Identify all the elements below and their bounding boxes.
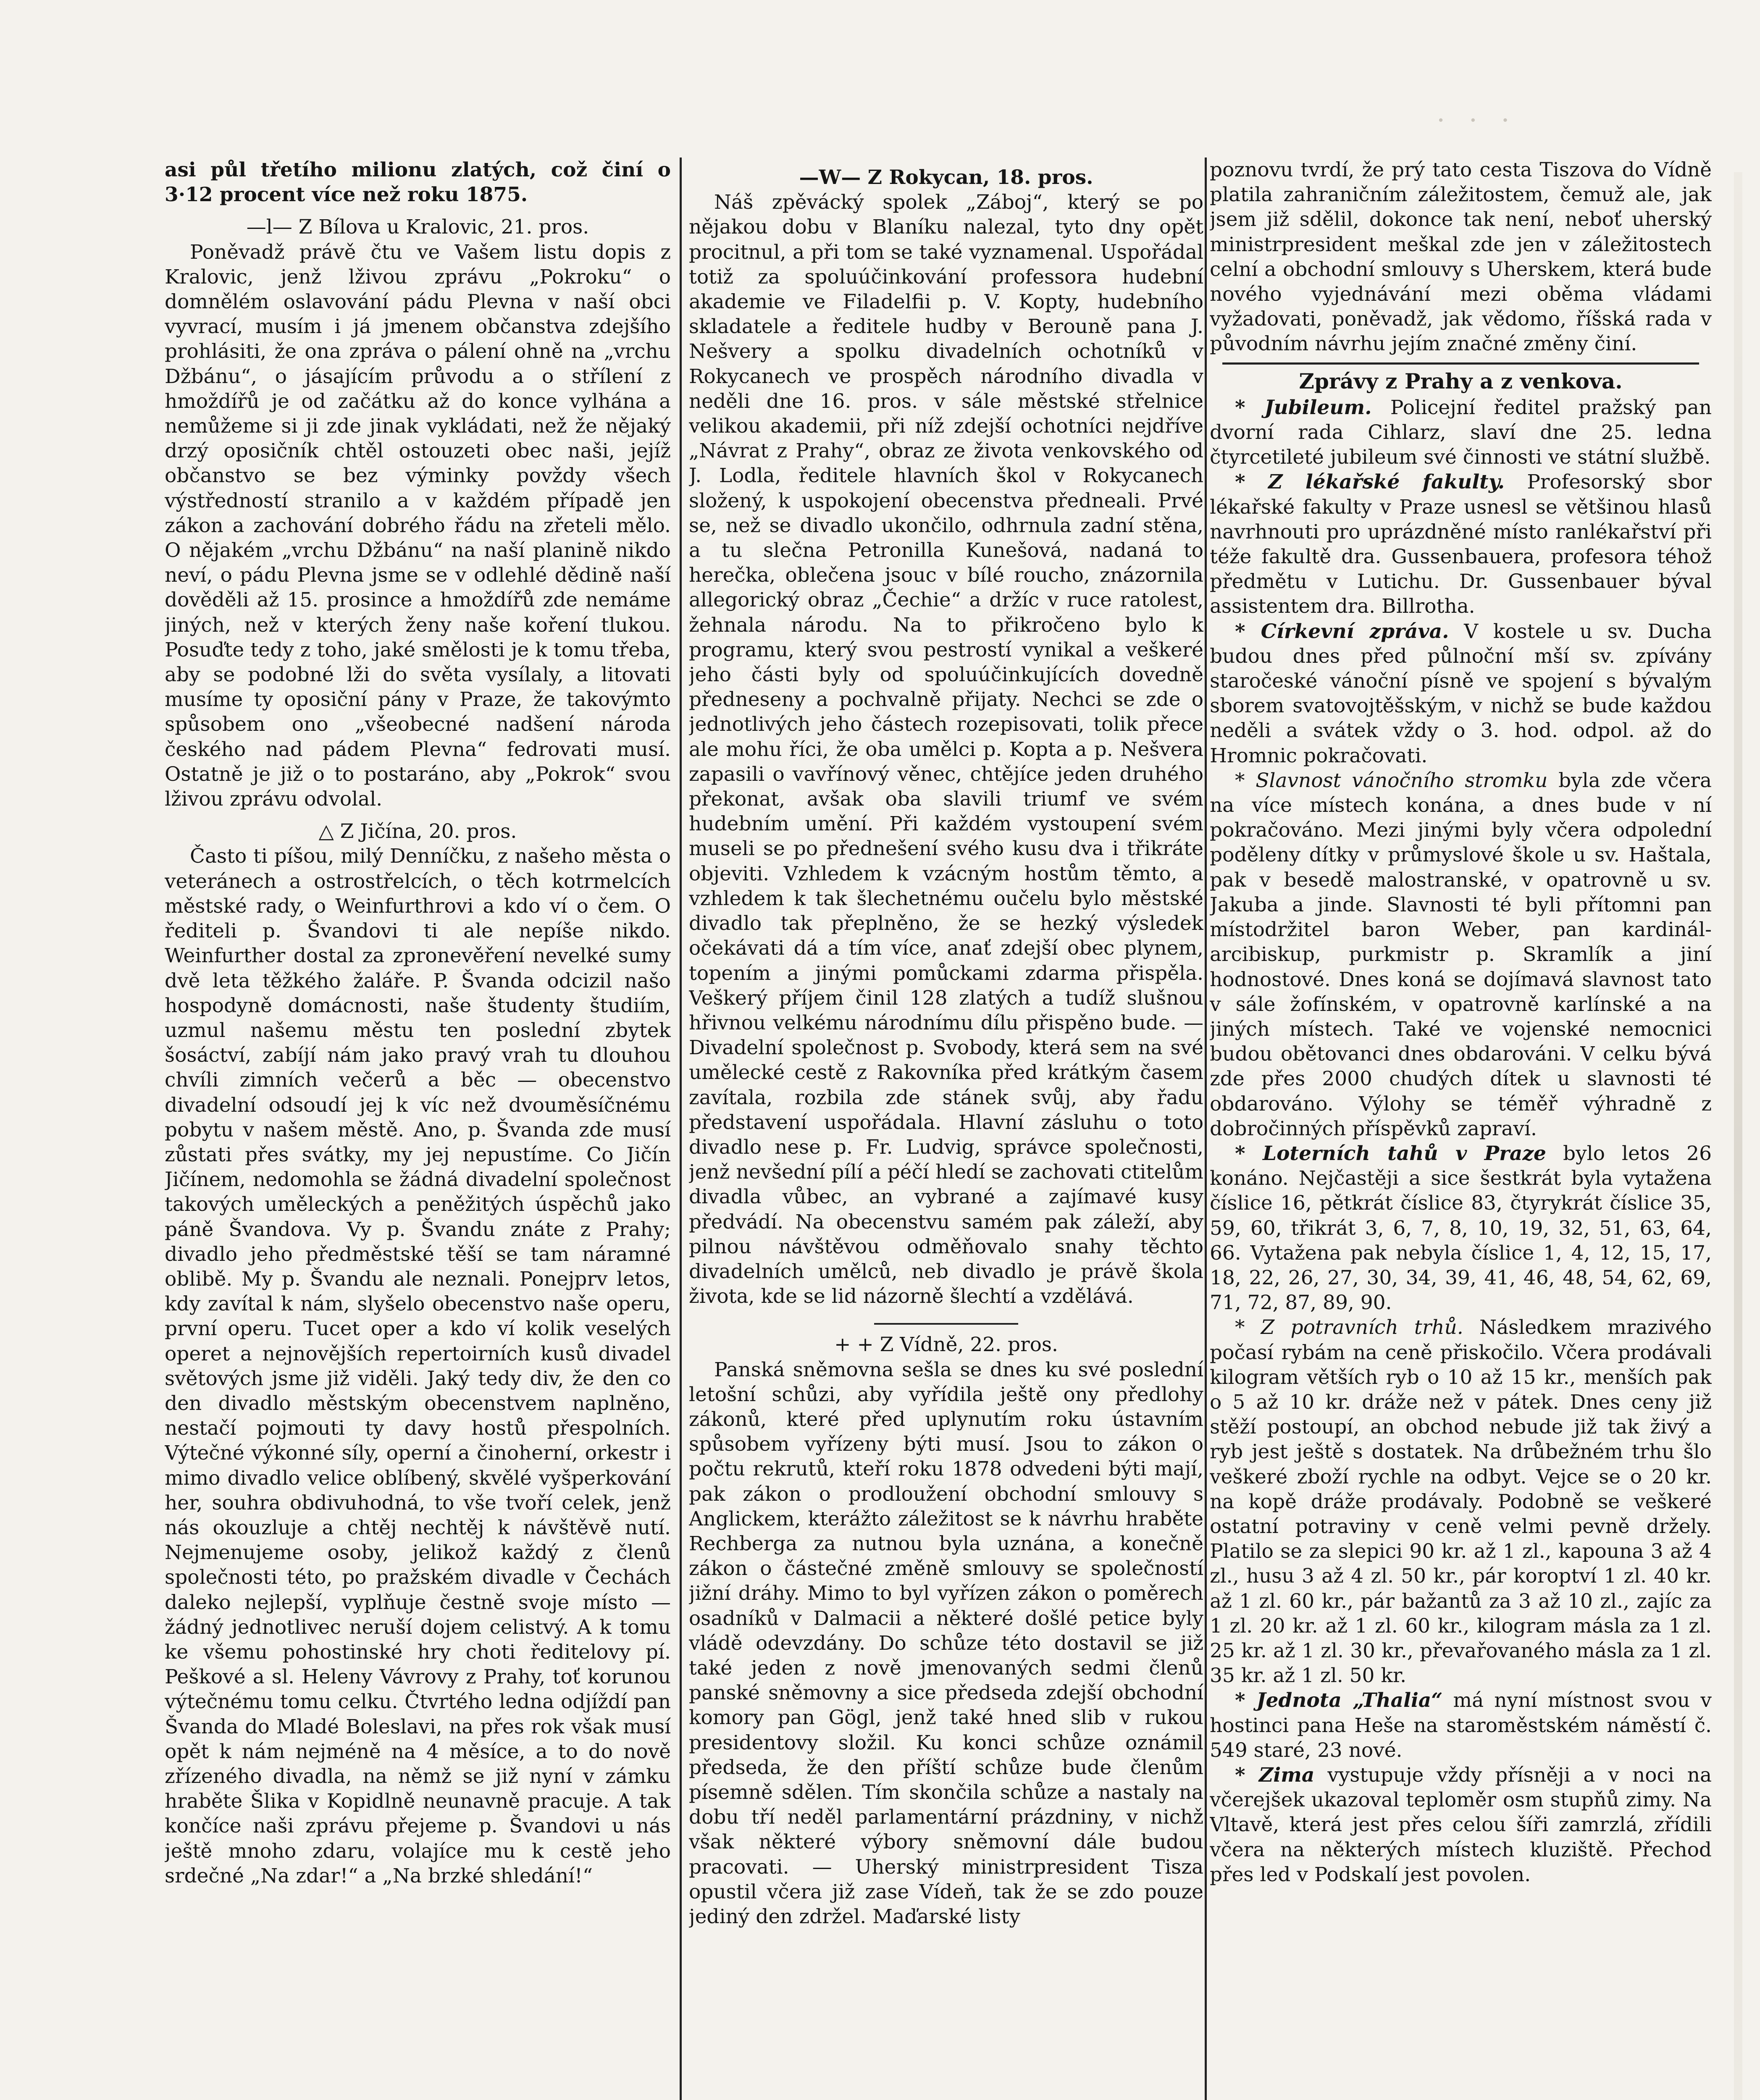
news-item-title: * Církevní zpráva. bbox=[1235, 620, 1449, 643]
news-item-text: má nyní místnost svou v hostinci pana Heše na staroměstském náměstí č. 549 staré, 23 nové. bbox=[1210, 1689, 1712, 1762]
news-item-text: Profesorský sbor lékařské fakulty v Praze usnesl se většinou hlasů navrhnouti pro uprázdněné místo ranlékařství při téže fakultě dra. Gussenbauera, profesora téhož předmětu v Lutichu. Dr. Gussenbauer býval assistentem dra. Billrotha. bbox=[1210, 470, 1712, 618]
news-item-trhy bbox=[1210, 1315, 1712, 1688]
news-item-text: Policejní ředitel pražský pan dvorní rada Cihlarz, slaví dne 25. ledna čtyrcetileté jubileum své činnosti ve státní službě. bbox=[1210, 396, 1712, 469]
news-item-title: * Z lékařské fakulty. bbox=[1235, 470, 1505, 494]
news-item-text: V kostele u sv. Ducha budou dnes před půlnoční mší sv. zpívány staročeské vánoční písně ve spojení s bývalým sborem svatovojtěšským, v nichž se bude každou neděli a svátek vždy o 3. hod. odpol. až do Hromnic pokračovati. bbox=[1210, 620, 1712, 767]
dateline-viden: + + Z Vídně, 22. pros. bbox=[834, 1333, 1058, 1357]
news-item-text: vystupuje vždy přísněji a v noci na včerejšek ukazoval teploměr osm stupňů zimy. Na Vltavě, která jest přes celou šíři zamrzlá, zřídili včera na některých místech kluziště. Přechod přes led v Podskalí jest povolen. bbox=[1210, 1764, 1712, 1886]
news-item-thalia bbox=[1210, 1688, 1712, 1763]
column-1 bbox=[165, 158, 671, 2100]
article-bilov: Poněvadž právě čtu ve Vašem listu dopis z Kralovic, jenž lživou zprávu „Pokroku“ o domnělém oslavování pádu Plevna v naší obci vyvrací, musím i já jmenem občanstva zdejšího prohlásiti, že ona zpráva o pálení ohně na „vrchu Džbánu“, o jásajícím průvodu a o střílení z hmoždířů je od začátku až do konce vylhána a nemůžeme si ji zde jinak vykládati, než že nějaký drzý oposičník chtěl ostouzeti obec naši, jejíž občanstvo se bez výminky povždy všech výstředností stranilo a v každém případě jen zákon a zachování dobrého řádu na zřeteli mělo. O nějakém „vrchu Džbánu“ na naší planině nikdo neví, o pádu Plevna jsme se v odlehlé dědině naší dověděli až 15. prosince a hmoždířů zde nemáme jiných, než v kterých ženy naše koření tlukou. Posuďte tedy z toho, jaké smělosti je k tomu třeba, aby se podobné lži do světa vysílaly, a litovati musíme ty oposiční pány v Praze, že takovýmto spůsobem ono „všeobecné nadšení národa českého nad pádem Plevna“ fedrovati musí. Ostatně je již o to postaráno, aby „Pokrok“ svou lživou zprávu odvolal. bbox=[165, 240, 671, 811]
news-item-jubileum bbox=[1210, 395, 1712, 470]
news-item-loterie bbox=[1210, 1141, 1712, 1315]
dateline-rokycany: —W— Z Rokycan, 18. pros. bbox=[799, 166, 1093, 189]
column-divider-2 bbox=[1205, 158, 1207, 2100]
news-item-title: * Zima bbox=[1235, 1764, 1315, 1787]
column-2 bbox=[689, 158, 1203, 2100]
page-edge-shadow bbox=[1734, 172, 1742, 2100]
column-3 bbox=[1210, 158, 1712, 2100]
article-jicin: Často ti píšou, milý Denníčku, z našeho města o veteránech a ostrostřelcích, o těch kotrmelcích městské rady, o Weinfurthrovi a kdo ví o čem. O řediteli p. Švandovi ti ale nepíše nikdo. Weinfurther dostal za zpronevěření nevelké sumy dvě leta těžkého žaláře. P. Švanda odcizil našo hospodyně domácnosti, naše študenty študiím, uzmul našemu městu ten poslední zbytek šosáctví, zabíjí nám jako pravý vrah tu dlouhou chvíli zimních večerů a běc — obecenstvo divadelní odsoudí jej k víc než dvouměsíčnému pobytu v našem městě. Ano, p. Švanda zde musí zůstati přes svátky, my jej nepustíme. Co Jičín Jičínem, nedomohla se žádná divadelní společnost takových uměleckých a peněžitých úspěchů jako páně Švandova. Vy p. Švandu znáte z Prahy; divadlo jeho předměstské těší se tam náramné oblibě. My p. Švandu ale neznali. Ponejprv letos, kdy zavítal k nám, slyšelo obecenstvo naše operu, první operu. Tucet oper a kdo ví kolik veselých operet a nejnovějších repertoirních kusů divadel světových jsme již viděli. Jaký tedy div, že den co den divadlo městským obecenstvem naplněno, nestačí pojmouti ty davy hostů přespolních. Výtečné výkonné síly, operní a činoherní, orkestr i mimo divadlo velice oblíbený, skvělé vyšperkování her, souhra obdivuhodná, to vše tvoří celek, jenž nás okouzluje a chtěj nechtěj k návštěvě nutí. Nejmenujeme osoby, jelikož každý z členů společnosti této, po pražském divadle v Čechách daleko nejlepší, vyplňuje čestně svoje místo — žádný jednotlivec neruší dojem celistvý. A k tomu ke všemu pohostinské hry choti ředitelovy pí. Peškové a sl. Heleny Vávrovy z Prahy, toť korunou výtečnému tomu celku. Čtvrtého ledna odjíždí pan Švanda do Mladé Boleslavi, na přes rok však musí opět k nám nejméně na 4 měsíce, a to do nově zřízeného divadla, na němž se již nyní v zámku hraběte Šlika v Kopidlně neunavně pracuje. A tak končíce naši zprávu přejeme p. Švandovi u nás ještě mnoho zdaru, volajíce mu k cestě jeho srdečné „Na zdar!“ a „Na brzké shledání!“ bbox=[165, 845, 671, 1887]
news-item-cirkevni bbox=[1210, 619, 1712, 768]
column-divider-1 bbox=[680, 158, 682, 2100]
news-item-title: * Z potravních trhů. bbox=[1235, 1316, 1463, 1339]
section-rule bbox=[1222, 362, 1699, 365]
news-item-text: Následkem mrazivého počasí rybám na ceně přiskočilo. Včera prodávali kilogram větších ryb o 10 až 15 kr., menších pak o 5 až 10 kr. dráže než v pátek. Dnes ceny již stěží postoupí, an obchod nebude již tak živý a ryb jest ještě s dostatek. Na drůbežném trhu šlo veškeré zboží rychle na odbyt. Vejce se o 20 kr. na kopě dráže prodávaly. Podobně se veškeré ostatní potraviny v ceně velmi pevně držely. Platilo se za slepici 90 kr. až 1 zl., kapouna 3 až 4 zl., husu 3 až 4 zl. 50 kr., pár koroptví 1 zl. 40 kr. až 1 zl. 60 kr., pár bažantů za 3 až 10 zl., zajíc za 1 zl. 20 kr. až 1 zl. 60 kr., kilogram másla za 1 zl. 25 kr. až 1 zl. 30 kr., převařovaného másla za 1 zl. 35 kr. až 1 zl. 50 kr. bbox=[1210, 1316, 1712, 1688]
news-item-title: * Slavnost vánočního stromku bbox=[1235, 769, 1548, 792]
news-item-text: byla zde včera na více místech konána, a dnes bude v ní pokračováno. Mezi jinými byly včera odpolední poděleny dítky v průmyslové škole u sv. Haštala, pak v besedě malostranské, v opatrovně u sv. Jakuba a jinde. Slavnosti té byli přítomni pan místodržitel baron Weber, pan kardinál-arcibiskup, purkmistr p. Skramlík a jiní hodnostové. Dnes koná se dojímavá slavnost tato v sále žofínském, v opatrovně karlínské a na jiných místech. Také ve vojenské nemocnici budou obětovanci dnes obdarováni. V celku bývá zde přes 2000 chudých dítek u slavnosti té obdarováno. Výlohy se téměř výhradně z dobročinných příspěvků zapraví. bbox=[1210, 769, 1712, 1140]
news-item-zima bbox=[1210, 1763, 1712, 1887]
news-item-title: * Jubileum. bbox=[1235, 396, 1372, 419]
section-title: Zprávy z Prahy a z venkova. bbox=[1299, 368, 1623, 394]
news-item-stromek bbox=[1210, 768, 1712, 1141]
dateline-bilov: —l— Z Bílova u Kralovic, 21. pros. bbox=[246, 215, 589, 239]
news-item-title: * Jednota „Thalia“ bbox=[1235, 1689, 1443, 1712]
news-item-fakulta bbox=[1210, 470, 1712, 619]
dateline-jicin: △ Z Jičína, 20. pros. bbox=[318, 820, 517, 843]
article-rokycany: Náš zpěvácký spolek „Záboj“, který se po nějakou dobu v Blaníku nalezal, tyto dny opět procitnul, a při tom se také vyznamenal. Uspořádal totiž za spoluúčinkování professora hudební akademie ve Filadelfii p. V. Kopty, hudebního skladatele a ředitele hudby v Berouně pana J. Nešvery a spolku divadelních ochotníků v Rokycanech ve prospěch národního divadla v neděli dne 16. pros. v sále městské střelnice velikou akademii, při níž zdejší ochotníci nejdříve „Návrat z Prahy“, obraz ze života venkovského od J. Lodla, ředitele hlavních škol v Rokycanech složený, k uspokojení obecenstva předneali. Prvé se, než se divadlo ukončilo, odhrnula zadní stěna, a tu slečna Petronilla Kunešová, nadaná to herečka, oblečena jsouc v bílé roucho, znázornila allegorický obraz „Čechie“ a držíc v ruce ratolest, žehnala národu. Na to přikročeno bylo k programu, který svou pestrostí vynikal a veškeré jeho části byly od spoluúčinkujících dovedně předneseny a pochvalně přijaty. Nechci se zde o jednotlivých jeho částech rozepisovati, tolik přece ale mohu říci, že oba umělci p. Kopta a p. Nešvera zapasili o vavřínový věnec, chtějíce jeden druhého překonat, avšak oba slavili triumf ve svém hudebním umění. Při každém vystoupení svém museli se po přednešení svého kusu dva i třikráte objeviti. Vzhledem k vzácným hostům těmto, a vzhledem k tak šlechetnému oučelu bylo městské divadlo tak přeplněno, že se hezký výsledek očekávati dá a tím více, anať zdejší obec plynem, topením a jinými pomůckami zdarma přispěla. Veškerý příjem činil 128 zlatých a tudíž slušnou hřivnou velkému národnímu dílu přispěno bude. — Divadelní společnost p. Svobody, která sem na své umělecké cestě z Rakovníka před krátkým časem zavítala, rozbila zde stánek svůj, aby řadu představení uspořádala. Hlavní zásluhu o toto divadlo nese p. Fr. Ludvig, správce společnosti, jenž nevšední pílí a péčí hledí se zachovati ctitelům divadla vůbec, an vybrané a zajímavé kusy předvádí. Na obecenstvu samém pak záleží, aby pilnou návštěvou odměňovalo snahy těchto divadelních umělců, neb divadlo je právě škola života, kde se lid názorně šlechtí a vzdělává. bbox=[689, 191, 1203, 1308]
continued-text: poznovu tvrdí, že prý tato cesta Tiszova do Vídně platila zahraničním záležitostem, čemuž ale, jak jsem již sdělil, dokonce tak není, neboť uherský ministrpresident meškal zde jen v záležitostech celní a obchodní smlouvy s Uherskem, která bude nového vyjednávání mezi oběma vládami vyžadovati, poněvadž, jak vědomo, říšská rada v původním návrhu jejím značné změny činí. bbox=[1210, 158, 1712, 356]
article-viden: Panská sněmovna sešla se dnes ku své poslední letošní schůzi, aby vyřídila ještě ony předlohy zákonů, které před uplynutím roku ústavním spůsobem vyřízeny býti musí. Jsou to zákon o počtu rekrutů, kteří roku 1878 odvedeni býti mají, pak zákon o prodloužení obchodní smlouvy s Anglickem, kterážto záležitost se k návrhu hraběte Rechberga za nutnou byla uznána, a konečně zákon o částečné změně smlouvy se společností jižní dráhy. Mimo to byl vyřízen zákon o poměrech osadníků v Dalmacii a některé došlé petice byly vládě odevzdány. Do schůze této dostavil se již také jeden z nově jmenovaných sedmi členů panské sněmovny a sice předseda zdejší obchodní komory pan Gögl, jenž také hned slib v rukou presidentovy složil. Ku konci schůze oznámil předseda, že den příští schůze bude členům písemně sdělen. Tím skončila schůze a nastaly na dobu tří neděl parlamentární prázdniny, v nichž však některé výbory sněmovní dále budou pracovati. — Uherský ministrpresident Tisza opustil včera již zase Vídeň, tak že se zdo pouze jediný den zdržel. Maďarské listy bbox=[689, 1358, 1203, 1929]
news-item-text: bylo letos 26 konáno. Nejčastěji a sice šestkrát byla vytažena číslice 16, pětkrát číslice 83, čtyrykrát číslice 35, 59, 60, třikrát 3, 6, 7, 8, 10, 19, 32, 51, 63, 64, 66. Vytažena pak nebyla číslice 1, 4, 12, 15, 17, 18, 22, 26, 27, 30, 34, 39, 41, 46, 48, 54, 62, 69, 71, 72, 87, 89, 90. bbox=[1210, 1142, 1712, 1315]
article-separator bbox=[874, 1323, 1018, 1325]
continued-text: asi půl třetího milionu zlatých, což činí o 3·12 procent více než roku 1875. bbox=[165, 158, 671, 207]
bleed-through-text: · · · bbox=[1437, 105, 1517, 136]
news-item-title: * Loterních tahů v Praze bbox=[1235, 1142, 1546, 1165]
